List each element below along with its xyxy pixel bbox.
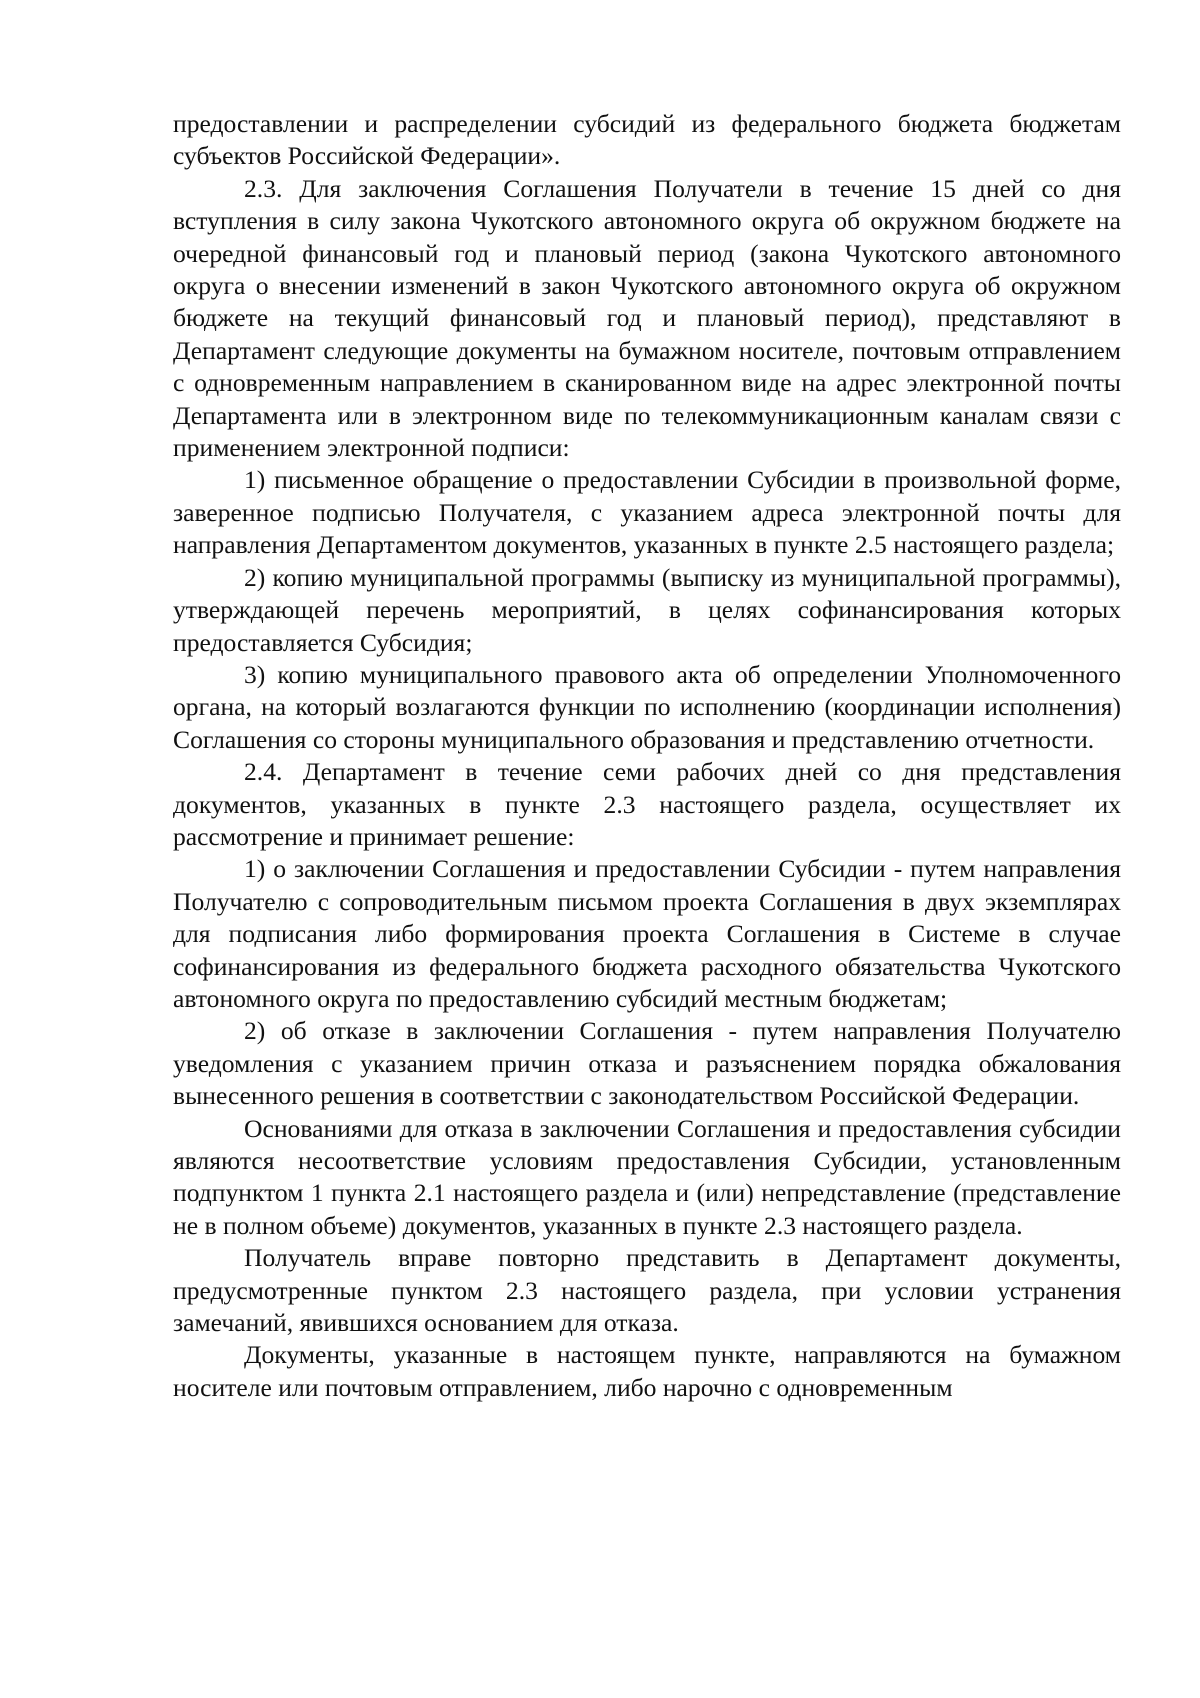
paragraph-documents-delivery: Документы, указанные в настоящем пункте, направляются на бумажном носителе или почтовым отправлением, либо нарочно с одновременным — [173, 1340, 1121, 1402]
paragraph-2-4: 2.4. Департамент в течение семи рабочих дней со дня представления документов, указанных в пункте 2.3 настоящего раздела, осуществляет их рассмотрение и принимает решение: — [173, 757, 1121, 851]
paragraph-2-3: 2.3. Для заключения Соглашения Получатели в течение 15 дней со дня вступления в силу закона Чукотского автономного округа об окружном бюджете на очередной финансовый год и плановый период (закона Чукотского автономного округа о внесении изменений в закон Чукотского автономного округа об окружном бюджете на текущий финансовый год и плановый период), представляют в Департамент следующие документы на бумажном носителе, почтовым отправлением с одновременным направлением в сканированном виде на адрес электронной почты Департамента или в электронном виде по телекоммуникационным каналам связи с применением электронной подписи: — [173, 173, 1121, 463]
paragraph-2-3-item-1: 1) письменное обращение о предоставлении Субсидии в произвольной форме, заверенное подписью Получателя, с указанием адреса электронной почты для направления Департаментом документов, указанных в пункте 2.5 настоящего раздела; — [173, 465, 1121, 560]
document-body — [173, 108, 1121, 1404]
paragraph-2-4-item-2: 2) об отказе в заключении Соглашения - путем направления Получателю уведомления с указанием причин отказа и разъяснением порядка обжалования вынесенного решения в соответствии с законодательством Российской Федерации. — [173, 1016, 1121, 1111]
paragraph-resubmission: Получатель вправе повторно представить в Департамент документы, предусмотренные пунктом 2.3 настоящего раздела, при условии устранения замечаний, явившихся основанием для отказа. — [173, 1243, 1121, 1338]
paragraph-2-3-item-2: 2) копию муниципальной программы (выписку из муниципальной программы), утверждающей перечень мероприятий, в целях софинансирования которых предоставляется Субсидия; — [173, 562, 1121, 657]
paragraph-2-4-item-1: 1) о заключении Соглашения и предоставлении Субсидии - путем направления Получателю с сопроводительным письмом проекта Соглашения в двух экземплярах для подписания либо формирования проекта Соглашения в Системе в случае софинансирования из федерального бюджета расходного обязательства Чукотского автономного округа по предоставлению субсидий местным бюджетам; — [173, 854, 1121, 1013]
paragraph-continuation: предоставлении и распределении субсидий из федерального бюджета бюджетам субъектов Российской Федерации». — [173, 109, 1121, 171]
paragraph-2-3-item-3: 3) копию муниципального правового акта об определении Уполномоченного органа, на который возлагаются функции по исполнению (координации исполнения) Соглашения со стороны муниципального образования и представлению отчетности. — [173, 659, 1121, 754]
paragraph-refusal-grounds: Основаниями для отказа в заключении Соглашения и предоставления субсидии являются несоответствие условиям предоставления Субсидии, установленным подпунктом 1 пункта 2.1 настоящего раздела и (или) непредставление (представление не в полном объеме) документов, указанных в пункте 2.3 настоящего раздела. — [173, 1113, 1121, 1240]
